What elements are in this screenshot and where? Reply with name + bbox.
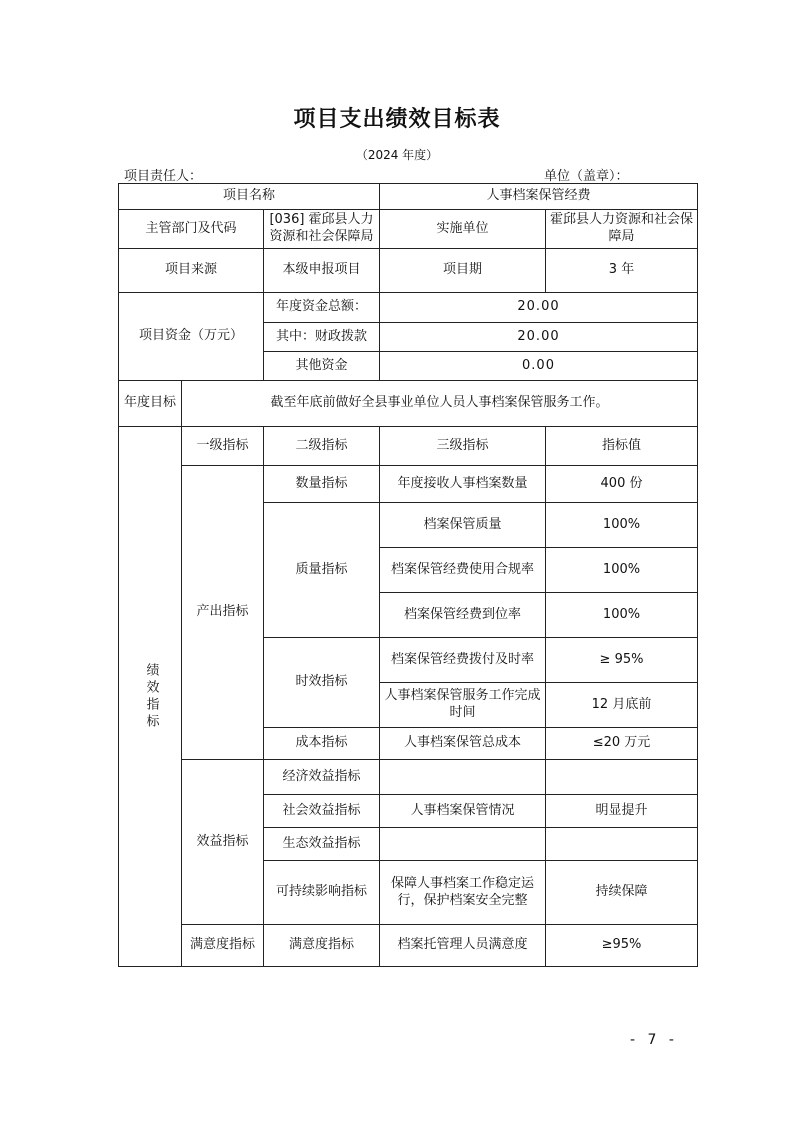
quantity-indicator-value: 400 份: [546, 466, 698, 503]
page-title: 项目支出绩效目标表: [293, 107, 501, 132]
dept-value: [036] 霍邱县人力资源和社会保障局: [264, 210, 380, 249]
funds-other-value: 0.00: [380, 352, 698, 381]
social-indicator-value: 明显提升: [546, 795, 698, 828]
funds-fiscal-value: 20.00: [380, 323, 698, 352]
funds-other-label: 其他资金: [264, 352, 380, 381]
performance-target-table: [118, 183, 698, 967]
sustainable-indicator-label: 可持续影响指标: [264, 861, 380, 925]
quality-indicator-value: 100%: [546, 548, 698, 593]
project-name-label: 项目名称: [119, 184, 380, 210]
dept-label: 主管部门及代码: [119, 210, 264, 249]
funds-total-value: 20.00: [380, 293, 698, 323]
timeliness-indicator-value: 12 月底前: [546, 683, 698, 728]
sustainable-indicator-value: 持续保障: [546, 861, 698, 925]
header-value: 指标值: [546, 427, 698, 466]
output-indicators-label: 产出指标: [182, 466, 264, 760]
economic-indicator-label: 经济效益指标: [264, 760, 380, 795]
sustainable-indicator-name: 保障人事档案工作稳定运行，保护档案安全完整: [380, 861, 546, 925]
quantity-indicator-label: 数量指标: [264, 466, 380, 503]
quality-indicator-label: 质量指标: [264, 503, 380, 638]
cost-indicator-value: ≤20 万元: [546, 728, 698, 760]
performance-indicators-label: 绩效指标: [119, 427, 182, 967]
timeliness-indicator-name: 档案保管经费拨付及时率: [380, 638, 546, 683]
quality-indicator-name: 档案保管经费到位率: [380, 593, 546, 638]
year-label: （2024 年度）: [355, 148, 439, 162]
satisfaction-indicator-value: ≥95%: [546, 925, 698, 967]
unit-seal-label: 单位（盖章）：: [544, 169, 629, 184]
annual-goal-label: 年度目标: [119, 381, 182, 427]
header-level1: 一级指标: [182, 427, 264, 466]
project-funds-label: 项目资金（万元）: [119, 293, 264, 381]
social-indicator-label: 社会效益指标: [264, 795, 380, 828]
header-level3: 三级指标: [380, 427, 546, 466]
timeliness-indicator-name: 人事档案保管服务工作完成时间: [380, 683, 546, 728]
quality-indicator-name: 档案保管质量: [380, 503, 546, 548]
ecological-indicator-label: 生态效益指标: [264, 828, 380, 861]
satisfaction-level2-label: 满意度指标: [264, 925, 380, 967]
quality-indicator-name: 档案保管经费使用合规率: [380, 548, 546, 593]
project-source-value: 本级申报项目: [264, 249, 380, 293]
ecological-indicator-value: [546, 828, 698, 861]
economic-indicator-name: [380, 760, 546, 795]
responsible-person-label: 项目责任人：: [124, 169, 203, 184]
annual-goal-value: 截至年底前做好全县事业单位人员人事档案保管服务工作。: [182, 381, 698, 427]
timeliness-indicator-value: ≥ 95%: [546, 638, 698, 683]
impl-unit-value: 霍邱县人力资源和社会保障局: [546, 210, 698, 249]
cost-indicator-name: 人事档案保管总成本: [380, 728, 546, 760]
funds-fiscal-label: 其中：财政拨款: [264, 323, 380, 352]
benefit-indicators-label: 效益指标: [182, 760, 264, 925]
project-name-value: 人事档案保管经费: [380, 184, 698, 210]
project-period-label: 项目期: [380, 249, 546, 293]
page-number: - 7 -: [630, 1032, 678, 1048]
economic-indicator-value: [546, 760, 698, 795]
funds-total-label: 年度资金总额：: [264, 293, 380, 323]
impl-unit-label: 实施单位: [380, 210, 546, 249]
project-source-label: 项目来源: [119, 249, 264, 293]
cost-indicator-label: 成本指标: [264, 728, 380, 760]
satisfaction-indicator-name: 档案托管理人员满意度: [380, 925, 546, 967]
quality-indicator-value: 100%: [546, 503, 698, 548]
quality-indicator-value: 100%: [546, 593, 698, 638]
satisfaction-level1-label: 满意度指标: [182, 925, 264, 967]
ecological-indicator-name: [380, 828, 546, 861]
project-period-value: 3 年: [546, 249, 698, 293]
header-level2: 二级指标: [264, 427, 380, 466]
social-indicator-name: 人事档案保管情况: [380, 795, 546, 828]
quantity-indicator-name: 年度接收人事档案数量: [380, 466, 546, 503]
timeliness-indicator-label: 时效指标: [264, 638, 380, 728]
